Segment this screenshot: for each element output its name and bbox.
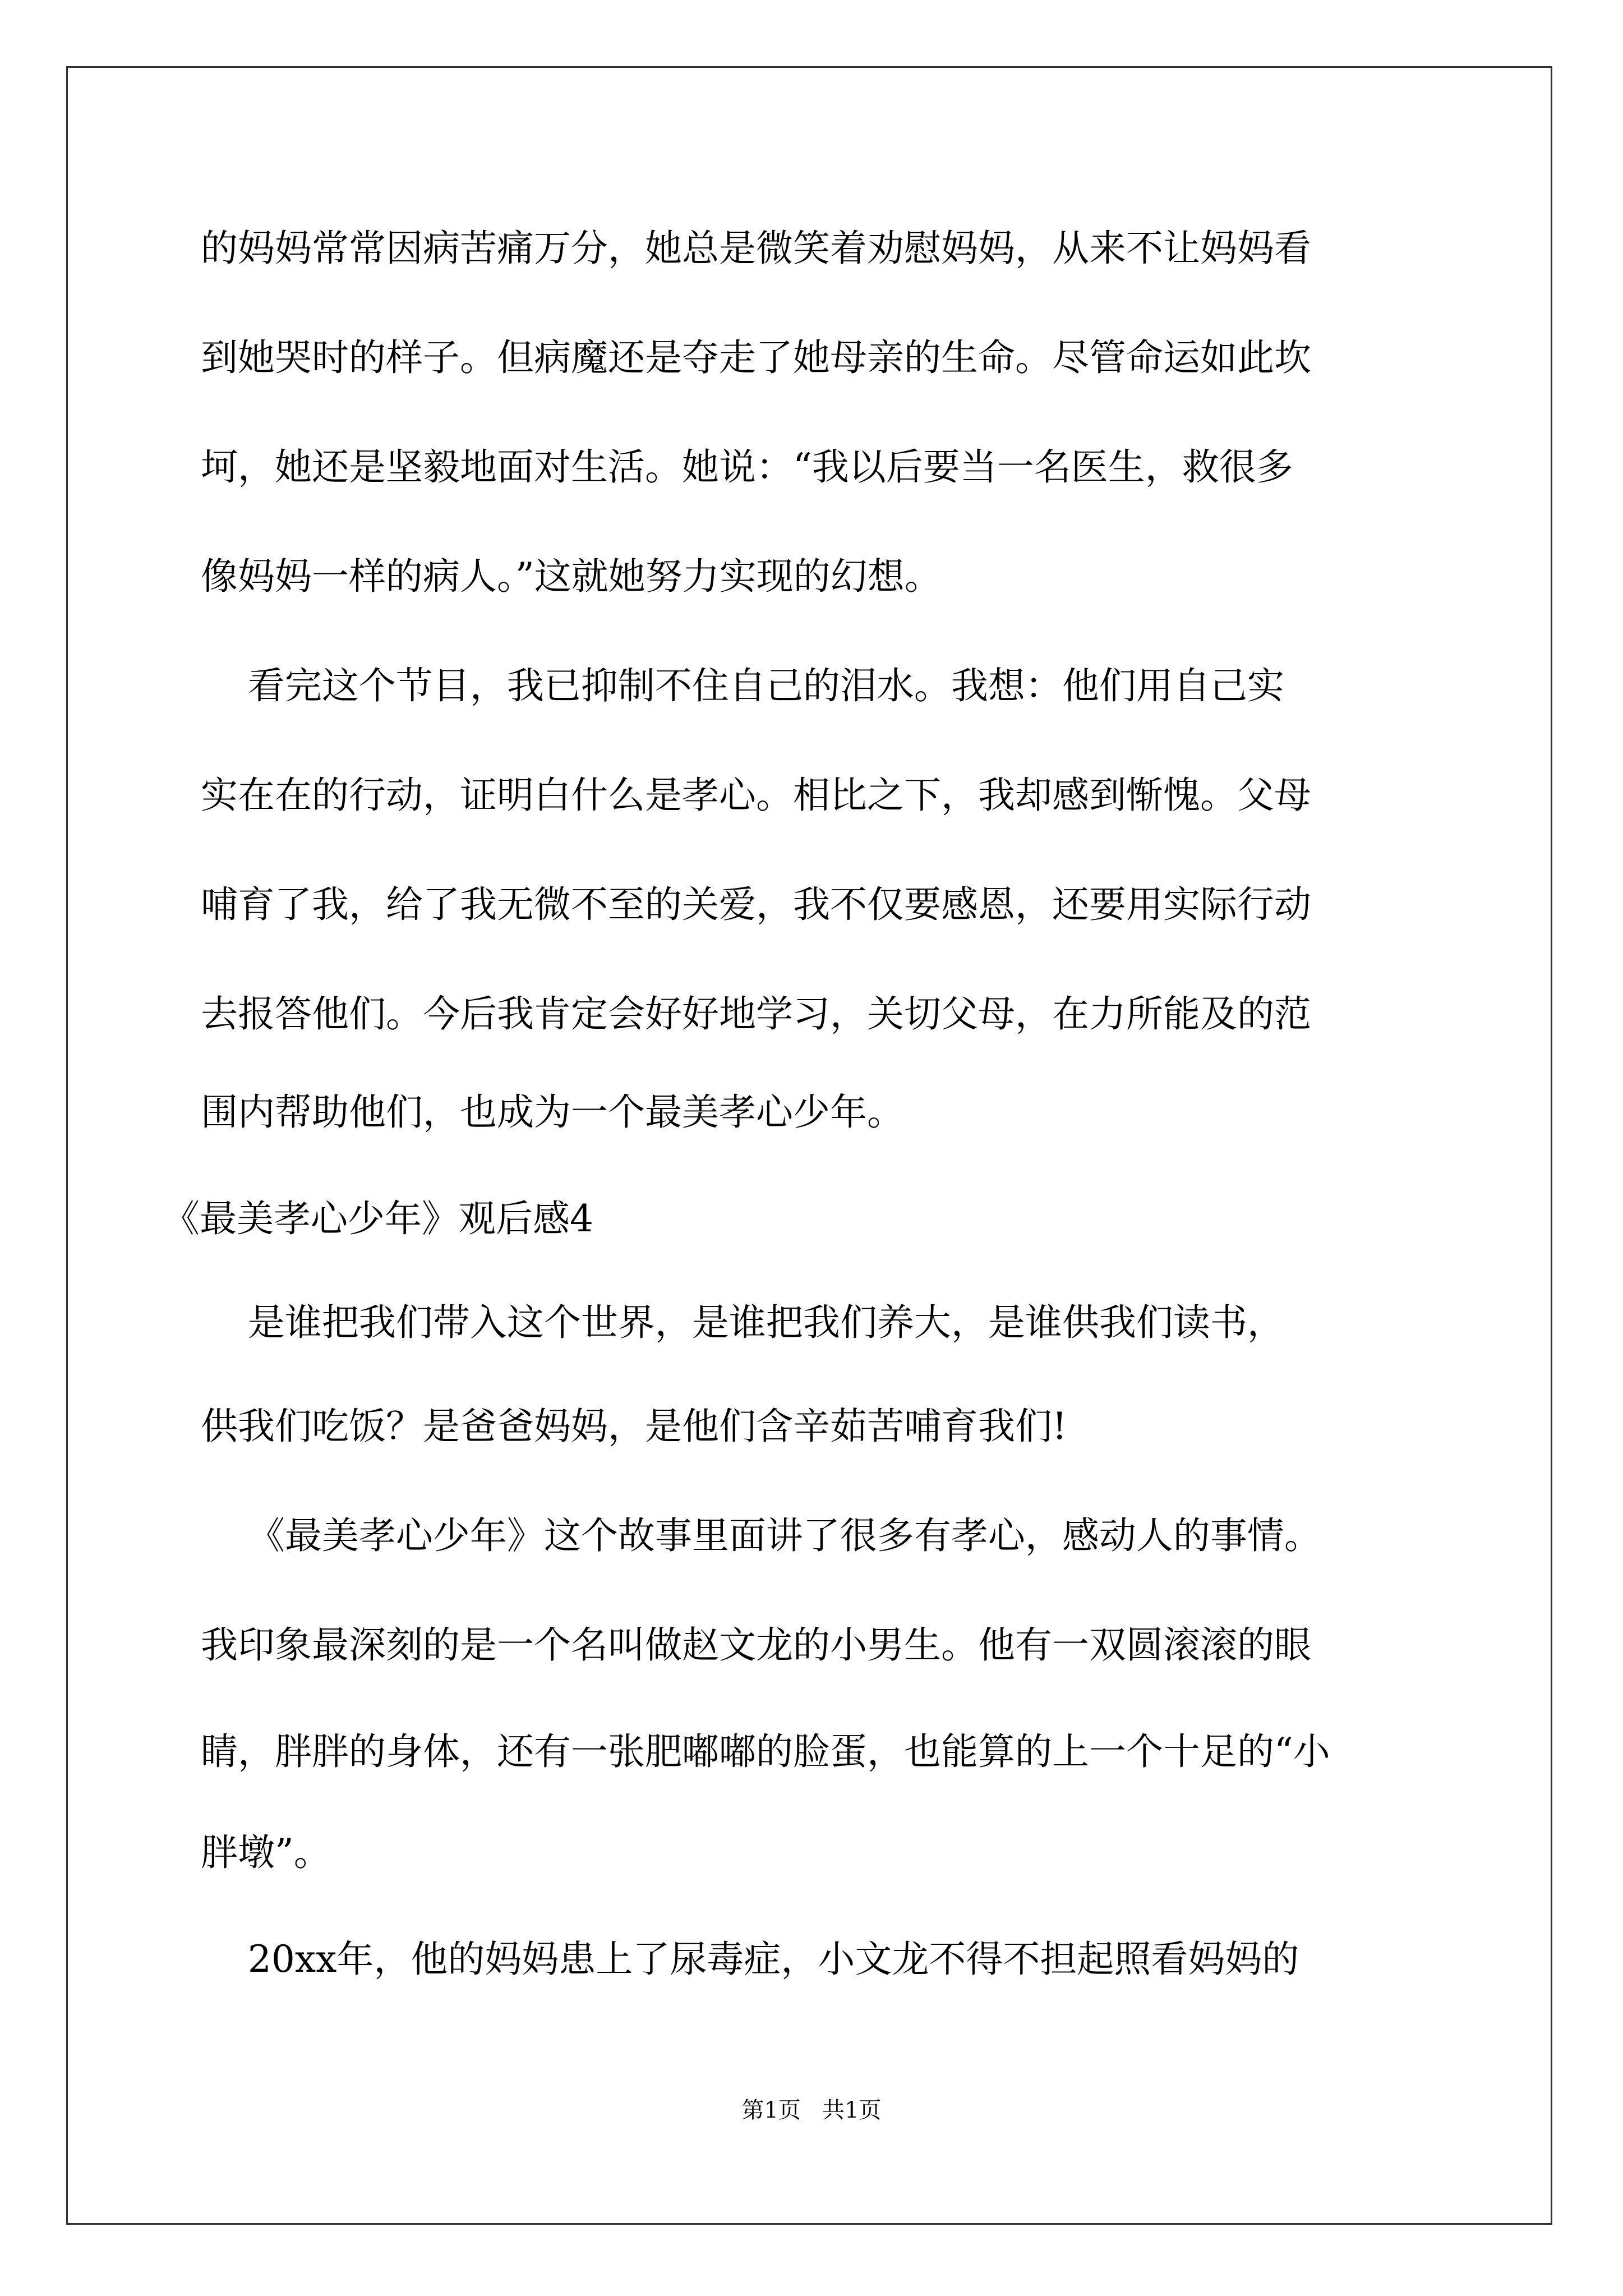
text-line: 实在在的行动，证明白什么是孝心。相比之下，我却感到惭愧。父母 (201, 774, 1311, 817)
text-line: 《最美孝心少年》这个故事里面讲了很多有孝心，感动人的事情。 (201, 1514, 1321, 1557)
text-line: 胖墩”。 (201, 1831, 331, 1874)
text-line: 哺育了我，给了我无微不至的关爱，我不仅要感恩，还要用实际行动 (201, 883, 1311, 926)
text-line: 睛，胖胖的身体，还有一张肥嘟嘟的脸蛋，也能算的上一个十足的“小 (201, 1730, 1330, 1773)
text-line: 到她哭时的样子。但病魔还是夺走了她母亲的生命。尽管命运如此坎 (201, 336, 1311, 379)
page-footer: 第1页 共1页 (741, 2097, 882, 2123)
section-heading: 《最美孝心少年》观后感4 (163, 1197, 593, 1240)
text-line: 看完这个节目，我已抑制不住自己的泪水。我想：他们用自己实 (201, 664, 1284, 707)
text-line: 去报答他们。今后我肯定会好好地学习，关切父母，在力所能及的范 (201, 992, 1311, 1036)
text-line: 的妈妈常常因病苦痛万分，她总是微笑着劝慰妈妈，从来不让妈妈看 (201, 227, 1311, 270)
text-line: 围内帮助他们，也成为一个最美孝心少年。 (201, 1091, 904, 1134)
text-line: 我印象最深刻的是一个名叫做赵文龙的小男生。他有一双圆滚滚的眼 (201, 1623, 1311, 1667)
text-line: 是谁把我们带入这个世界，是谁把我们养大，是谁供我们读书， (201, 1301, 1284, 1344)
page-border (66, 66, 1552, 2225)
text-line: 坷，她还是坚毅地面对生活。她说：“我以后要当一名医生，救很多 (201, 445, 1293, 489)
text-line: 20xx年，他的妈妈患上了尿毒症，小文龙不得不担起照看妈妈的 (201, 1938, 1299, 1981)
text-line: 像妈妈一样的病人。”这就她努力实现的幻想。 (201, 555, 942, 598)
text-line: 供我们吃饭？是爸爸妈妈，是他们含辛茹苦哺育我们! (201, 1405, 1067, 1448)
